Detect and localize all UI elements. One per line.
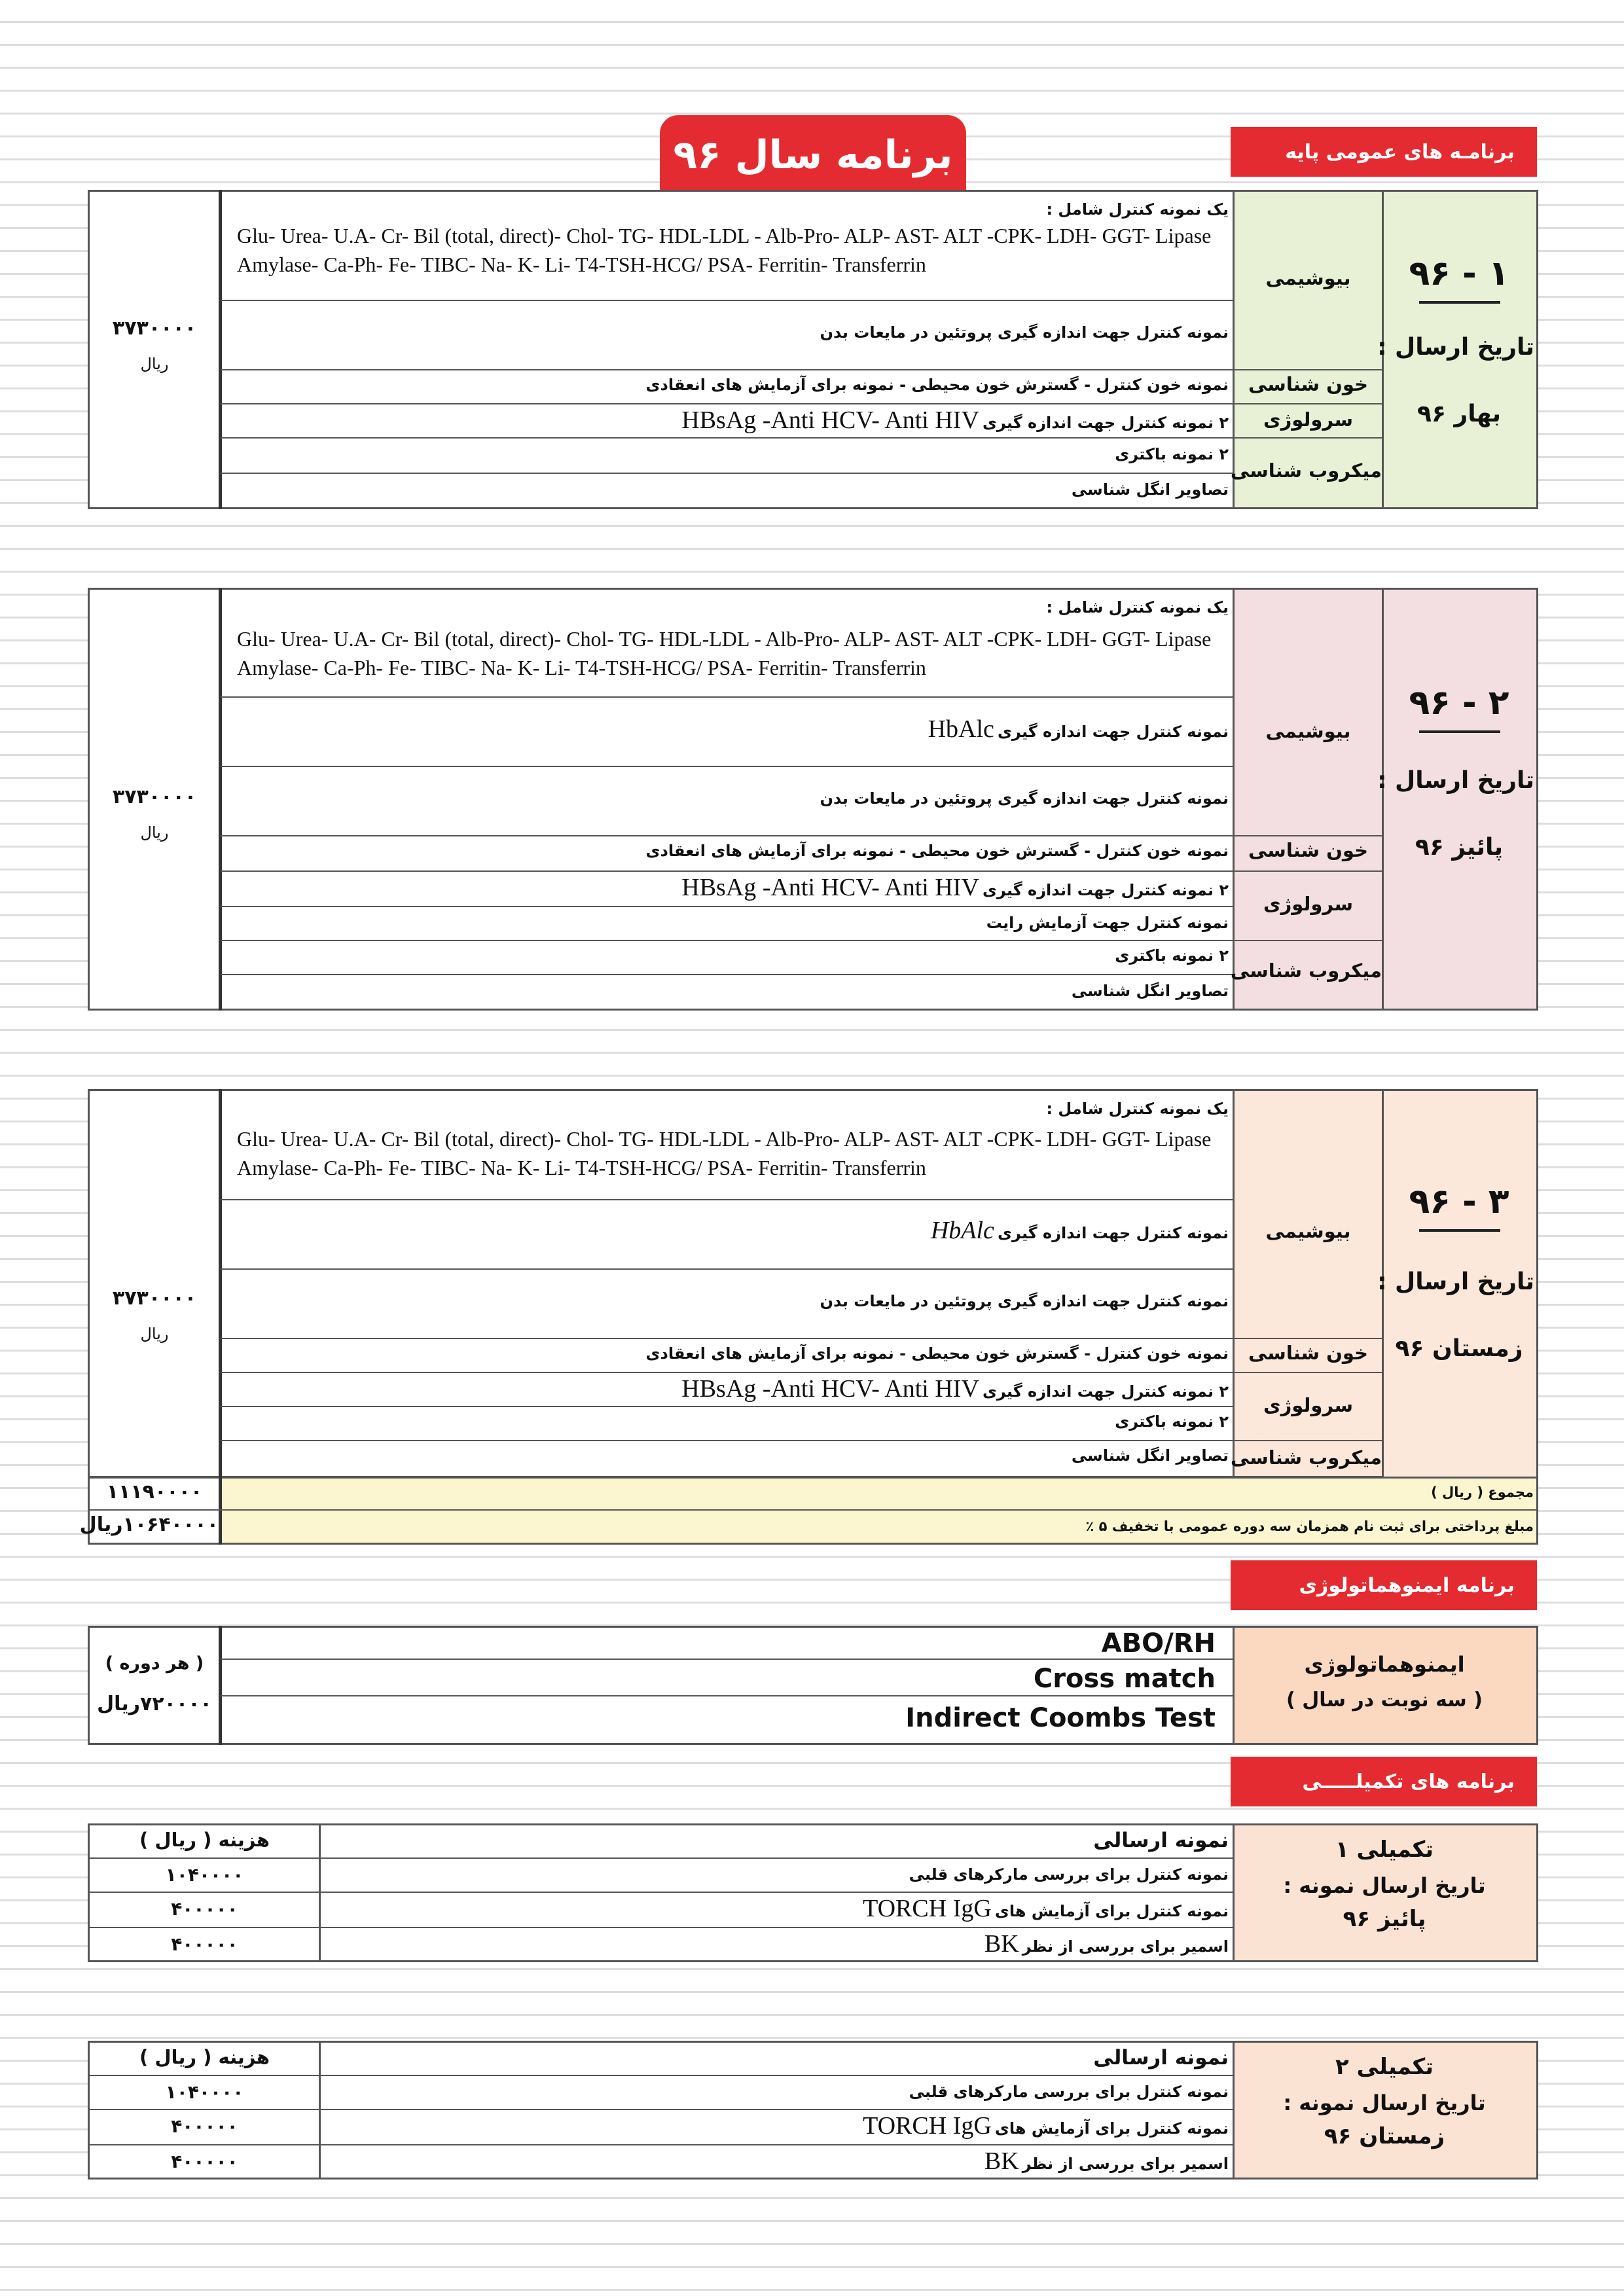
sero-control: [681, 406, 1229, 435]
divider: [221, 835, 1382, 836]
immuno-test: Indirect Coombs Test: [905, 1703, 1216, 1733]
parasite-images: تصاویر انگل شناسی: [1071, 1446, 1229, 1465]
supp-row-text: اسمیر برای بررسی از نظر: [1022, 2155, 1229, 2173]
supp-row-text: نمونه کنترل برای آزمایش های: [994, 2119, 1229, 2138]
supp-row-cost: ۱۰۴۰۰۰۰: [165, 1864, 244, 1886]
sero-control: [681, 1374, 1229, 1403]
divider: [221, 369, 1382, 370]
protein-control: نمونه کنترل جهت اندازه گیری پروتئین در مایعات بدن: [820, 323, 1229, 342]
col-cost-header: هزینه ( ریال ): [139, 2046, 270, 2068]
category-microbiology: میکروب شناسی: [1230, 459, 1382, 482]
supp-row-text: نمونه کنترل برای بررسی مارکرهای قلبی: [909, 2083, 1229, 2101]
supp-row: [984, 2147, 1229, 2176]
round-code: ۲ - ۹۶: [1409, 683, 1509, 723]
divider: [1233, 588, 1235, 1011]
divider: [221, 906, 1233, 907]
category-microbiology: میکروب شناسی: [1230, 1446, 1382, 1469]
section-label-basic-text: برنامـه های عمومی پایه: [1285, 140, 1515, 164]
divider: [90, 1509, 1536, 1511]
supp-row-extra: TORCH IgG: [863, 1895, 992, 1922]
immuno-test: ABO/RH: [1101, 1628, 1216, 1659]
divider: [219, 588, 222, 1011]
divider: [221, 473, 1233, 474]
divider: [221, 1440, 1382, 1441]
divider: [1382, 588, 1384, 1011]
send-season: زمستان ۹۶: [1395, 1335, 1523, 1362]
category-biochemistry: بیوشیمی: [1265, 720, 1351, 742]
supp-row-text: اسمیر برای بررسی از نظر: [1022, 1937, 1229, 1956]
sero-text: ۲ نمونه کنترل جهت اندازه گیری: [983, 1382, 1229, 1401]
col-sample-header: نمونه ارسالی: [1093, 2046, 1229, 2070]
supp-row-cost: ۴۰۰۰۰۰: [171, 2151, 238, 2172]
divider: [90, 1892, 1233, 1893]
immuno-name: ایمنوهماتولوژی: [1304, 1652, 1465, 1677]
send-date-label: تاریخ ارسال :: [1377, 767, 1534, 794]
category-biochemistry: بیوشیمی: [1265, 1220, 1351, 1242]
hema-control: نمونه خون کنترل - گسترش خون محیطی - نمونه برای آزمایش های انعقادی: [645, 1344, 1229, 1363]
supp-row-cost: ۴۰۰۰۰۰: [171, 1898, 238, 1920]
hba1c-code: HbAlc: [930, 1217, 994, 1244]
round-2-code-cell: [1377, 590, 1536, 1009]
hba1c-control: [928, 715, 1229, 744]
divider: [221, 403, 1382, 404]
category-hematology: خون شناسی: [1248, 839, 1369, 861]
divider: [221, 300, 1233, 301]
divider: [90, 2144, 1233, 2145]
send-season: پائیز ۹۶: [1415, 834, 1504, 861]
immuno-table: [88, 1626, 1538, 1745]
supp-season: پائیز ۹۶: [1343, 1906, 1426, 1932]
round-code-underline: [1419, 301, 1500, 304]
divider: [221, 1338, 1382, 1339]
round-code: ۳ - ۹۶: [1409, 1182, 1509, 1221]
divider: [90, 1857, 1233, 1859]
round-code-underline: [1419, 730, 1500, 733]
divider: [90, 2109, 1233, 2110]
immuno-schedule: ( سه نوبت در سال ): [1286, 1689, 1483, 1712]
sero-tests: HBsAg -Anti HCV- Anti HIV: [681, 406, 979, 434]
sero-control: [681, 873, 1229, 902]
category-serology: سرولوژی: [1263, 408, 1353, 431]
category-microbiology: میکروب شناسی: [1230, 960, 1382, 982]
divider: [221, 1695, 1233, 1696]
wright-control: نمونه کنترل جهت آزمایش رایت: [986, 914, 1229, 932]
divider: [90, 1927, 1233, 1928]
divider: [221, 696, 1233, 698]
divider: [219, 1626, 222, 1745]
round-price: ۳۷۳۰۰۰۰: [112, 1287, 197, 1310]
category-hematology: خون شناسی: [1248, 1342, 1369, 1364]
supp-row-extra: BK: [984, 2147, 1019, 2175]
divider: [221, 1372, 1382, 1373]
discount-value: ۱۰۶۴۰۰۰۰ریال: [79, 1513, 219, 1536]
divider: [319, 1823, 321, 1962]
immuno-price: ۷۲۰۰۰۰ریال: [97, 1693, 212, 1715]
divider: [221, 940, 1382, 941]
category-serology: سرولوژی: [1263, 1394, 1353, 1416]
round-code: ۱ - ۹۶: [1409, 254, 1509, 293]
supp-row-text: نمونه کنترل برای آزمایش های: [994, 1902, 1229, 1920]
supp-row: [984, 1929, 1229, 1958]
section-label-immuno: [1231, 1560, 1537, 1610]
divider: [221, 1268, 1233, 1270]
send-date-label: تاریخ ارسال :: [1377, 334, 1534, 361]
divider: [219, 1089, 222, 1543]
hba1c-text: نمونه کنترل جهت اندازه گیری: [998, 723, 1229, 741]
supp-row: [863, 1894, 1229, 1923]
sero-tests: HBsAg -Anti HCV- Anti HIV: [681, 1375, 979, 1403]
sero-tests: HBsAg -Anti HCV- Anti HIV: [681, 874, 979, 901]
round-price: ۳۷۳۰۰۰۰: [112, 785, 197, 808]
discount-label: مبلغ پرداختی برای ثبت نام همزمان سه دوره عمومی با تخفیف ۵ ٪: [1085, 1518, 1534, 1534]
round-currency: ریال: [140, 1325, 169, 1343]
divider: [221, 1659, 1233, 1660]
bacteria-samples: ۲ نمونه باکتری: [1115, 946, 1229, 965]
supp-row-extra: BK: [984, 1930, 1019, 1958]
supp-row-cost: ۱۰۴۰۰۰۰: [165, 2081, 244, 2103]
divider: [1233, 1089, 1235, 1478]
hema-control: نمونه خون کنترل - گسترش خون محیطی - نمونه برای آزمایش های انعقادی: [645, 376, 1229, 394]
analytes-line-1: Glu- Urea- U.A- Cr- Bil (total, direct)- Chol- TG- HDL-LDL - Alb-Pro- ALP- AST- ALT -CPK- LDH- GGT- Lipase: [237, 627, 1212, 651]
control-intro: یک نمونه کنترل شامل :: [1046, 200, 1229, 219]
round-3-cat-cell: [1230, 1091, 1384, 1476]
divider: [1233, 1626, 1235, 1745]
divider: [221, 437, 1382, 439]
page-title-text: برنامه سال ۹۶: [673, 132, 953, 178]
supp-row-extra: TORCH IgG: [863, 2112, 992, 2140]
analytes-line-2: Amylase- Ca-Ph- Fe- TIBC- Na- K- Li- T4-TSH-HCG/ PSA- Ferritin- Transferrin: [237, 253, 926, 276]
divider: [221, 974, 1233, 975]
total-value: ۱۱۱۹۰۰۰۰: [106, 1480, 203, 1503]
analytes-line-2: Amylase- Ca-Ph- Fe- TIBC- Na- K- Li- T4-TSH-HCG/ PSA- Ferritin- Transferrin: [237, 656, 926, 679]
total-label: مجموع ( ریال ): [1431, 1484, 1534, 1500]
divider: [219, 1477, 222, 1545]
divider: [319, 2041, 321, 2179]
supp-row-text: نمونه کنترل برای بررسی مارکرهای قلبی: [909, 1865, 1229, 1884]
section-label-supplementary: [1231, 1757, 1537, 1806]
supp-season: زمستان ۹۶: [1324, 2123, 1445, 2149]
protein-control: نمونه کنترل جهت اندازه گیری پروتئین در مایعات بدن: [820, 1292, 1229, 1310]
divider: [90, 2075, 1233, 2076]
category-biochemistry: بیوشیمی: [1265, 267, 1351, 289]
hba1c-code: HbAlc: [928, 715, 994, 743]
hba1c-control: [931, 1216, 1229, 1245]
page-title: [660, 115, 966, 195]
supp-name: تکمیلی ۱: [1335, 1837, 1434, 1863]
col-cost-header: هزینه ( ریال ): [139, 1829, 270, 1851]
divider: [221, 870, 1382, 872]
immuno-per-round: ( هر دوره ): [105, 1653, 204, 1674]
supp-send-label: تاریخ ارسال نمونه :: [1283, 2090, 1486, 2115]
analytes-line-1: Glu- Urea- U.A- Cr- Bil (total, direct)- Chol- TG- HDL-LDL - Alb-Pro- ALP- AST- ALT -CPK- LDH- GGT- Lipase: [237, 1127, 1212, 1151]
supp-name: تکمیلی ۲: [1335, 2054, 1434, 2080]
control-intro: یک نمونه کنترل شامل :: [1046, 598, 1229, 617]
immuno-name-cell: [1235, 1628, 1536, 1743]
sero-text: ۲ نمونه کنترل جهت اندازه گیری: [983, 881, 1229, 899]
supp-row-cost: ۴۰۰۰۰۰: [171, 2115, 238, 2137]
analytes-line-1: Glu- Urea- U.A- Cr- Bil (total, direct)- Chol- TG- HDL-LDL - Alb-Pro- ALP- AST- ALT -CPK- LDH- GGT- Lipase: [237, 224, 1212, 247]
supp-row: [863, 2111, 1229, 2140]
round-price: ۳۷۳۰۰۰۰: [112, 317, 197, 340]
col-sample-header: نمونه ارسالی: [1093, 1829, 1229, 1852]
round-code-underline: [1419, 1229, 1500, 1232]
divider: [221, 1406, 1233, 1407]
supp-row-cost: ۴۰۰۰۰۰: [171, 1933, 238, 1955]
divider: [221, 766, 1233, 767]
divider: [219, 190, 222, 509]
parasite-images: تصاویر انگل شناسی: [1071, 982, 1229, 1000]
send-season: بهار ۹۶: [1416, 401, 1501, 427]
bacteria-samples: ۲ نمونه باکتری: [1115, 1412, 1229, 1431]
divider: [221, 1199, 1233, 1200]
supp-send-label: تاریخ ارسال نمونه :: [1283, 1873, 1486, 1898]
hema-control: نمونه خون کنترل - گسترش خون محیطی - نمونه برای آزمایش های انعقادی: [645, 842, 1229, 860]
protein-control: نمونه کنترل جهت اندازه گیری پروتئین در مایعات بدن: [820, 789, 1229, 808]
round-currency: ریال: [140, 823, 169, 842]
bacteria-samples: ۲ نمونه باکتری: [1115, 445, 1229, 463]
category-hematology: خون شناسی: [1248, 373, 1369, 395]
parasite-images: تصاویر انگل شناسی: [1071, 480, 1229, 499]
category-serology: سرولوژی: [1263, 893, 1353, 915]
section-label-basic: [1231, 127, 1537, 177]
round-currency: ریال: [140, 355, 169, 373]
section-label-supp-text: برنامه های تکمیلـــــی: [1302, 1770, 1515, 1793]
control-intro: یک نمونه کنترل شامل :: [1046, 1100, 1229, 1118]
immuno-test: Cross match: [1033, 1664, 1216, 1694]
analytes-line-2: Amylase- Ca-Ph- Fe- TIBC- Na- K- Li- T4-TSH-HCG/ PSA- Ferritin- Transferrin: [237, 1156, 926, 1179]
round-2-cat-cell: [1230, 590, 1384, 1009]
section-label-immuno-text: برنامه ایمنوهماتولوژی: [1299, 1573, 1515, 1597]
sero-text: ۲ نمونه کنترل جهت اندازه گیری: [983, 414, 1229, 432]
hba1c-text: نمونه کنترل جهت اندازه گیری: [998, 1224, 1229, 1242]
send-date-label: تاریخ ارسال :: [1377, 1268, 1534, 1295]
